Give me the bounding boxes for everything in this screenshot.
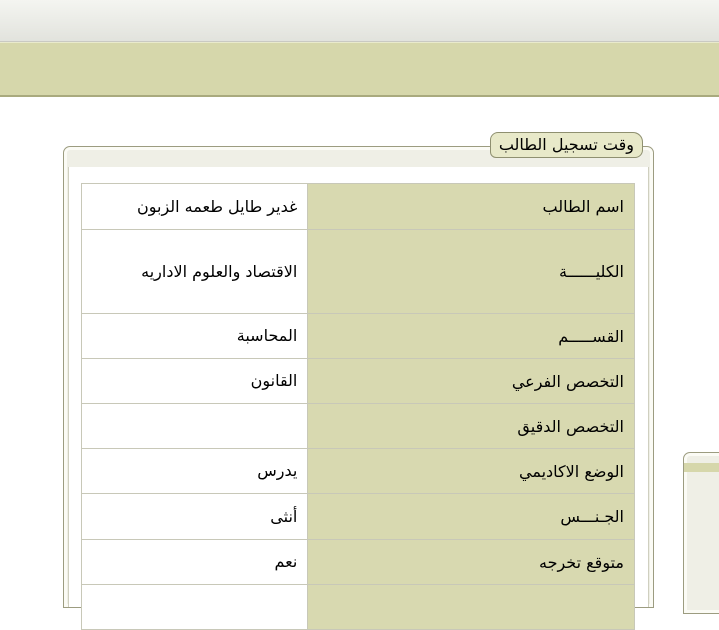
top-header-bar (0, 0, 719, 42)
row-label-specialization: التخصص الدقيق (308, 404, 635, 449)
student-info-table (81, 183, 635, 630)
student-registration-panel (63, 135, 654, 608)
row-label-expected-graduation: متوقع تخرجه (308, 540, 635, 585)
table-row (82, 314, 635, 359)
navigation-bar (0, 42, 719, 97)
row-value-student-name: غدير طايل طعمه الزبون (82, 184, 308, 230)
panel-legend: وقت تسجيل الطالب (490, 132, 643, 158)
secondary-panel (683, 452, 719, 614)
row-value-department: المحاسبة (82, 314, 308, 359)
row-value-extra (82, 585, 308, 630)
table-row (82, 359, 635, 404)
row-label-gender: الجـنـــس (308, 494, 635, 540)
table-row (82, 540, 635, 585)
row-value-minor: القانون (82, 359, 308, 404)
table-row (82, 449, 635, 494)
row-label-college: الكليــــــة (308, 230, 635, 314)
row-label-department: القســـــم (308, 314, 635, 359)
row-value-academic-status: يدرس (82, 449, 308, 494)
row-label-extra (308, 585, 635, 630)
table-row (82, 404, 635, 449)
table-row (82, 585, 635, 630)
row-value-expected-graduation: نعم (82, 540, 308, 585)
panel-content (68, 167, 649, 607)
table-row (82, 494, 635, 540)
table-row (82, 230, 635, 314)
row-label-minor: التخصص الفرعي (308, 359, 635, 404)
secondary-panel-header (684, 463, 719, 472)
row-value-college: الاقتصاد والعلوم الاداريه (82, 230, 308, 314)
table-row (82, 184, 635, 230)
row-value-gender: أنثى (82, 494, 308, 540)
row-label-student-name: اسم الطالب (308, 184, 635, 230)
row-label-academic-status: الوضع الاكاديمي (308, 449, 635, 494)
row-value-specialization (82, 404, 308, 449)
